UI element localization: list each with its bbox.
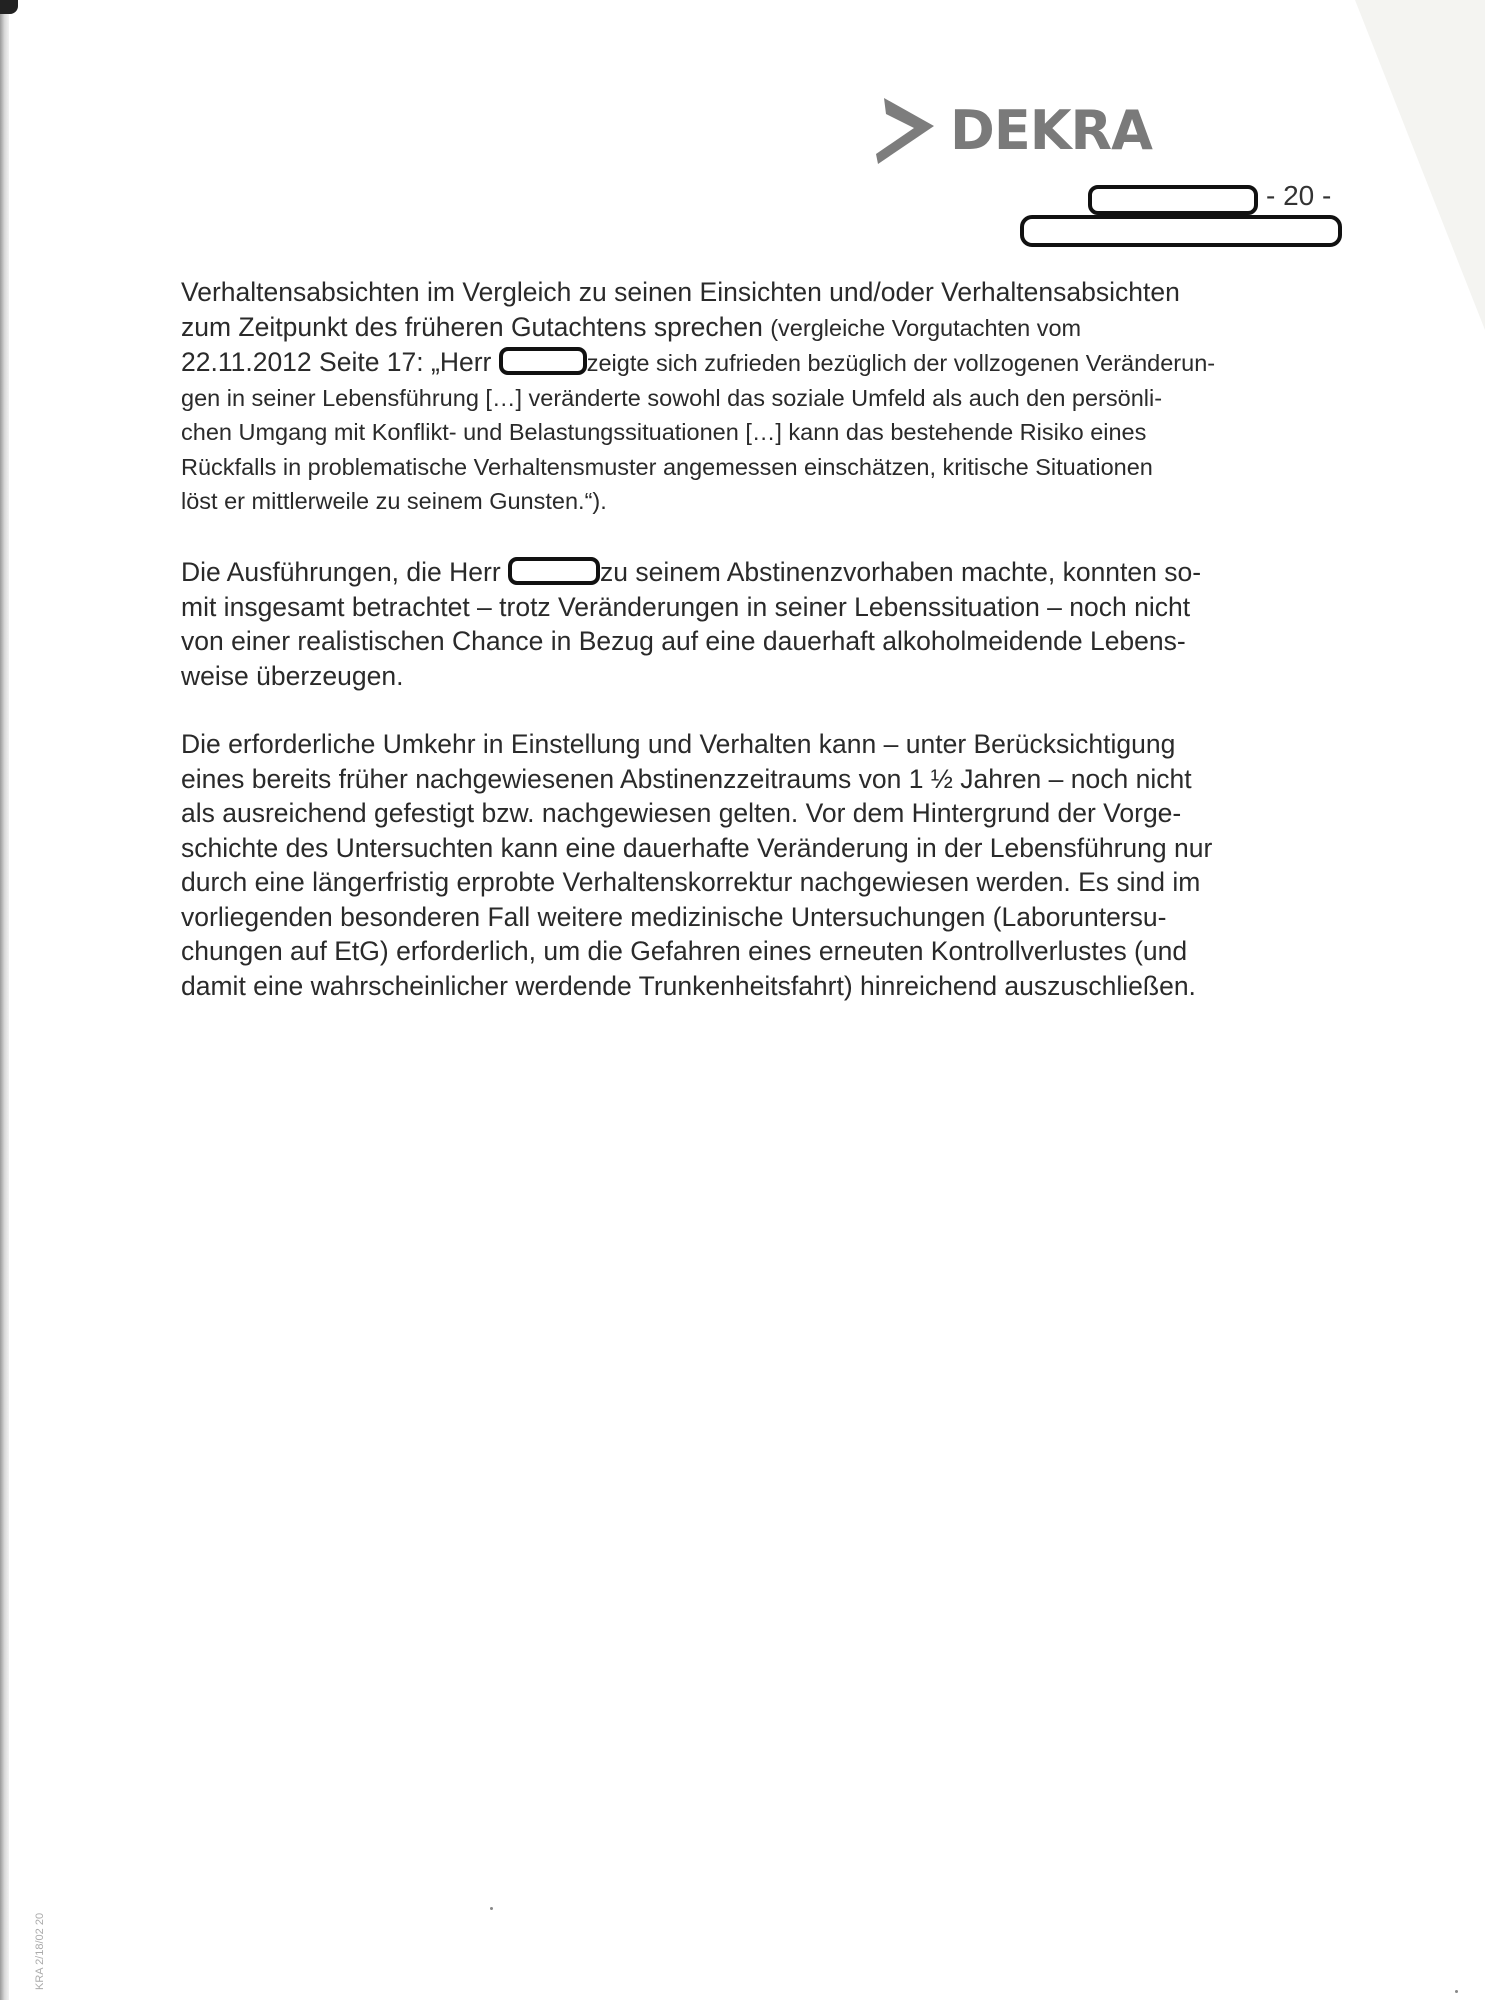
text-line: von einer realistischen Chance in Bezug auf eine dauerhaft alkoholmeidende Lebens- — [181, 626, 1186, 656]
redaction-box — [1088, 185, 1258, 215]
text-line: Die erforderliche Umkehr in Einstellung und Verhalten kann – unter Berücksichtigung — [181, 729, 1176, 759]
page-number: - 20 - — [1266, 180, 1332, 211]
paragraph — [181, 555, 1351, 693]
dekra-logo — [874, 96, 1152, 166]
text-line: chen Umgang mit Konflikt- und Belastungssituationen […] kann das bestehende Risiko eines — [181, 419, 1147, 445]
text-line: als ausreichend gefestigt bzw. nachgewiesen gelten. Vor dem Hintergrund der Vorge- — [181, 798, 1182, 828]
text-span: zeigte sich zufrieden bezüglich der vollzogenen Veränderun- — [586, 350, 1216, 376]
form-code: KRA 2/18/02 20 — [34, 1912, 46, 1990]
text-line: chungen auf EtG) erforderlich, um die Gefahren eines erneuten Kontrollverlustes (und — [181, 936, 1188, 966]
text-line: durch eine längerfristig erprobte Verhaltenskorrektur nachgewiesen werden. Es sind im — [181, 867, 1201, 897]
scan-speck — [1455, 1990, 1458, 1993]
redaction-box — [499, 347, 587, 375]
logo-text: DEKRA — [950, 99, 1152, 162]
text-span: (vergleiche Vorgutachten vom — [770, 314, 1082, 341]
text-span: zum Zeitpunkt des früheren Gutachtens sprechen — [181, 311, 763, 342]
redaction-box — [508, 557, 600, 585]
text-line: löst er mittlerweile zu seinem Gunsten.“). — [181, 488, 607, 514]
paragraph — [181, 275, 1351, 519]
text-line: eines bereits früher nachgewiesenen Abstinenzzeitraums von 1 ½ Jahren – noch nicht — [181, 763, 1192, 794]
scan-speck — [490, 1907, 493, 1910]
text-line: vorliegenden besonderen Fall weitere medizinische Untersuchungen (Laboruntersu- — [181, 901, 1167, 932]
text-line: Rückfalls in problematische Verhaltensmuster angemessen einschätzen, kritische Situationen — [181, 453, 1153, 480]
text-line — [181, 310, 1351, 346]
text-span: 22.11.2012 Seite 17: „Herr — [181, 347, 492, 377]
text-line: gen in seiner Lebensführung […] veränderte sowohl das soziale Umfeld als auch den persönli- — [181, 384, 1163, 411]
text-line: Verhaltensabsichten im Vergleich zu seinen Einsichten und/oder Verhaltensabsichten — [181, 277, 1180, 307]
redaction-box — [1020, 215, 1342, 247]
text-span: Die Ausführungen, die Herr — [181, 557, 501, 587]
text-span: zu seinem Abstinenzvorhaben machte, konnten so- — [600, 557, 1202, 587]
text-line: damit eine wahrscheinlicher werdende Trunkenheitsfahrt) hinreichend auszuschließen. — [181, 970, 1196, 1001]
dekra-arrow-icon — [874, 96, 936, 166]
scan-edge — [0, 0, 9, 2000]
text-line — [181, 555, 1351, 590]
scan-corner-mark — [0, 0, 18, 14]
text-line: schichte des Untersuchten kann eine dauerhafte Veränderung in der Lebensführung nur — [181, 832, 1213, 863]
paragraph — [181, 727, 1351, 1003]
text-line: mit insgesamt betrachtet – trotz Veränderungen in seiner Lebenssituation – noch nicht — [181, 591, 1191, 622]
text-line: weise überzeugen. — [181, 660, 404, 691]
text-line — [181, 345, 1351, 381]
